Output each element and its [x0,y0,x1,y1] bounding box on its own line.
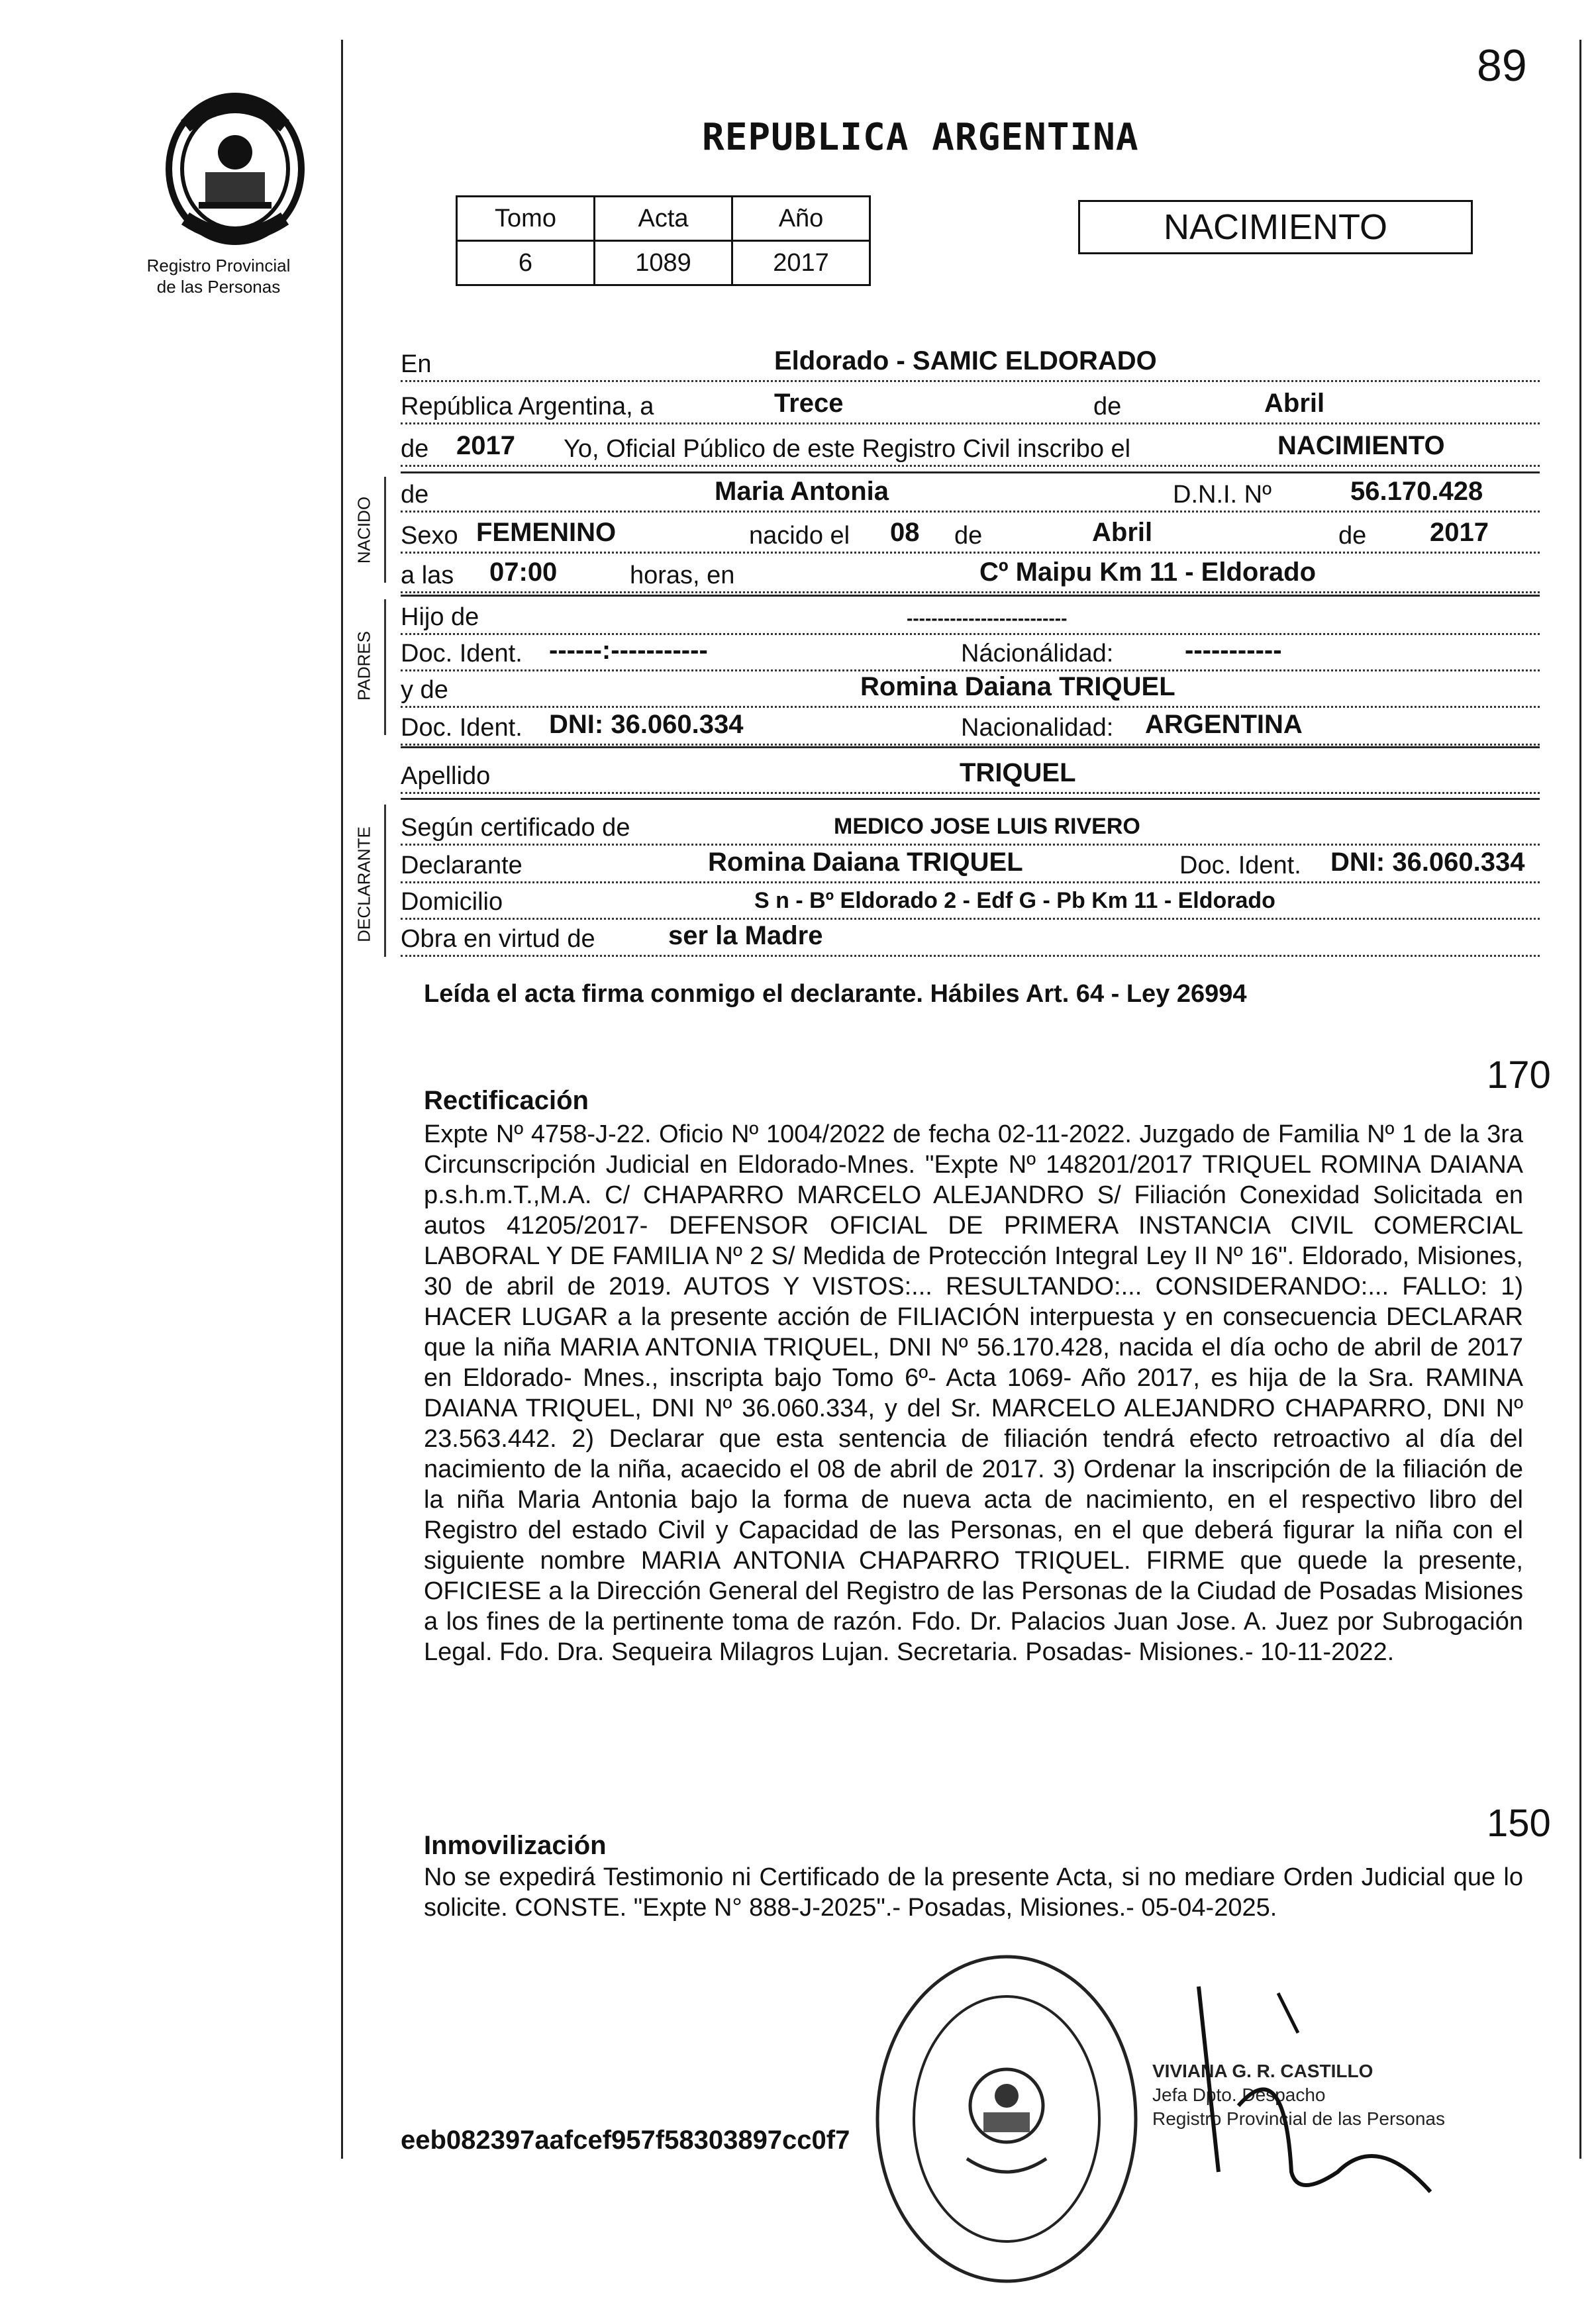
value-month: Abril [1262,389,1327,418]
header-ano: Año [732,197,870,241]
document-hash: eeb082397aafcef957f58303897cc0f7 [401,2126,850,2155]
value-nacionalidad-padre: ----------- [1182,636,1285,665]
value-domicilio: S n - Bº Eldorado 2 - Edf G - Pb Km 11 - Eldorado [752,888,1278,914]
label-certificado: Según certificado de [401,814,634,842]
row-sexo [401,515,1540,554]
label-nacionalidad-2: Nacionalidad: [957,714,1117,742]
value-hora: 07:00 [487,558,560,587]
rectificacion-text: Expte Nº 4758-J-22. Oficio Nº 1004/2022 de fecha 02-11-2022. Juzgado de Familia Nº 1 de la 3ra Circunscripción Judicial en Eldorado-Mnes. "Expte Nº 148201/2017 TRIQUEL ROMINA DAIANA p.s.h.m.T.,M.A. C/ CHAPARRO MARCELO ALEJANDRO S/ Filiación Conexidad Solicitada en autos 41205/2017- DEFENSOR OFICIAL DE PRIMERA INSTANCIA CIVIL COMERCIAL LABORAL Y DE FAMILIA Nº 2 S/ Medida de Protección Integral Ley II Nº 16". Eldorado, Misiones, 30 de abril de 2019. AUTOS Y VISTOS:... RESULTANDO:... CONSIDERANDO:... FALLO: 1) HACER LUGAR a la presente acción de FILIACIÓN interpuesta y en consecuencia DECLARAR que la niña MARIA ANTONIA TRIQUEL, DNI Nº 56.170.428, nacida el día ocho de abril de 2017 en Eldorado- Mnes., inscripta bajo Tomo 6º- Acta 1069- Año 2017, es hija de la Sra. RAMINA DAIANA TRIQUEL, DNI Nº 36.060.334, y del Sr. MARCELO ALEJANDRO CHAPARRO, DNI Nº 23.563.442. 2) Declarar que esta sentencia de filiación tendrá efecto retroactivo al día del nacimiento de la niña, acaecido el 08 de abril de 2017. 3) Ordenar la inscripción de la filiación de la niña Maria Antonia bajo la forma de nueva acta de nacimiento, en el respectivo libro del Registro del estado Civil y Capacidad de las Personas, en el que deberá figurar la niña con el siguiente nombre MARIA ANTONIA CHAPARRO TRIQUEL. FIRME que quede la presente, OFICIESE a la Dirección General del Registro de las Personas de la Ciudad de Posadas Misiones a los fines de la pertinente toma de razón. Fdo. Dr. Palacios Juan Jose. A. Juez por Subrogación Legal. Fdo. Dra. Sequeira Milagros Lujan. Secretaria. Posadas- Misiones.- 10-11-2022. [424,1120,1523,1666]
separator-3 [401,746,1540,748]
value-year: 2017 [454,431,518,461]
side-label-padres: PADRES [354,631,374,701]
label-de-2: de [401,435,432,464]
label-nacido: nacido el [745,522,854,550]
row-declarante [401,844,1540,883]
label-decl-doc: Doc. Ident. [1175,852,1305,880]
label-en: En [401,350,435,379]
label-yde: y de [401,676,452,705]
value-sexo: FEMENINO [474,518,619,548]
inmovilizacion-title: Inmovilización [424,1831,607,1860]
left-border-line [341,40,343,2159]
rectificacion-number: 170 [1487,1054,1551,1097]
row-year [401,428,1540,467]
value-decl-doc: DNI: 36.060.334 [1328,848,1528,877]
value-lugar-nacimiento: Cº Maipu Km 11 - Eldorado [977,558,1319,587]
header-acta: Acta [595,197,732,241]
value-nacido-month: Abril [1089,518,1155,548]
label-hijo: Hijo de [401,603,483,632]
table-value-row [457,241,870,285]
value-nacionalidad-madre: ARGENTINA [1142,710,1305,740]
value-lugar-inscripcion: Eldorado - SAMIC ELDORADO [772,346,1160,376]
sidebar-declarante [384,805,386,957]
value-inscribo: NACIMIENTO [1275,431,1448,461]
value-doc-padre: ------:----------- [546,636,711,665]
label-de-3: de [401,481,432,509]
signature-role: Jefa Dpto. Despacho [1152,2085,1326,2105]
logo-caption-line-1: Registro Provincial [146,256,291,275]
value-declarante: Romina Daiana TRIQUEL [705,848,1026,877]
separator-4 [401,798,1540,800]
label-doc-2: Doc. Ident. [401,714,526,742]
label-declarante: Declarante [401,852,526,880]
row-domicilio [401,881,1540,920]
header-tomo: Tomo [457,197,595,241]
label-doc-1: Doc. Ident. [401,640,526,668]
tomo-acta-ano-table [456,195,871,286]
side-label-nacido: NACIDO [354,496,374,564]
value-padre: -------------------------- [904,608,1070,629]
value-certificado: MEDICO JOSE LUIS RIVERO [831,814,1143,840]
row-name [401,473,1540,513]
right-border-line [1579,40,1581,2159]
label-apellido: Apellido [401,762,494,791]
row-certificado [401,807,1540,846]
row-apellido [401,755,1540,794]
page-title: REPUBLICA ARGENTINA [702,116,1139,159]
province-crest-icon [159,86,311,252]
inmovilizacion-text: No se expedirá Testimonio ni Certificado de la presente Acta, si no mediare Orden Judicial que lo solicite. CONSTE. "Expte N° 888-J-2025".- Posadas, Misiones.- 05-04-2025. [424,1863,1523,1922]
row-en [401,343,1540,382]
value-doc-madre: DNI: 36.060.334 [546,710,746,740]
row-madre [401,669,1540,708]
row-doc1 [401,632,1540,671]
label-horas-en: horas, en [626,562,738,590]
sidebar-nacido [384,477,386,583]
inmovilizacion-number: 150 [1487,1802,1551,1845]
sidebar-padres [384,599,386,735]
label-nacionalidad-1: Nácionálidad: [957,640,1117,668]
label-de-5: de [1334,522,1370,550]
label-oficial: Yo, Oficial Público de este Registro Civil inscribo el [560,435,1134,464]
logo-caption-line-2: de las Personas [156,277,281,297]
label-republica: República Argentina, a [401,393,658,421]
value-dni: 56.170.428 [1348,477,1485,507]
value-nombre: Maria Antonia [712,477,891,507]
rectificacion-title: Rectificación [424,1086,589,1115]
logo-caption [119,255,318,297]
value-nacido-day: 08 [887,518,923,548]
value-nacido-year: 2017 [1427,518,1491,548]
row-hora [401,554,1540,593]
signature-office: Registro Provincial de las Personas [1152,2108,1445,2129]
label-obra: Obra en virtud de [401,925,599,954]
label-de-4: de [950,522,986,550]
label-domicilio: Domicilio [401,888,507,916]
row-hijo [401,596,1540,635]
label-de-1: de [1089,393,1125,421]
value-tomo: 6 [457,241,595,285]
value-ano: 2017 [732,241,870,285]
value-acta: 1089 [595,241,732,285]
value-madre: Romina Daiana TRIQUEL [858,672,1178,702]
table-header-row [457,197,870,241]
value-obra: ser la Madre [666,921,825,951]
signature-scribble-icon [1179,1973,1457,2212]
row-doc2 [401,707,1540,746]
label-sexo: Sexo [401,522,462,550]
record-type-box: NACIMIENTO [1078,200,1473,254]
signature-name: VIVIANA G. R. CASTILLO [1152,2061,1373,2081]
label-dni: D.N.I. Nº [1169,481,1275,509]
official-seal-icon [868,1947,1146,2291]
side-label-declarante: DECLARANTE [354,826,374,942]
value-day: Trece [772,389,846,418]
row-republica [401,385,1540,424]
leida-text: Leída el acta firma conmigo el declarante. Hábiles Art. 64 - Ley 26994 [424,980,1247,1008]
label-alas: a las [401,562,458,590]
row-obra [401,918,1540,957]
value-apellido: TRIQUEL [957,758,1079,788]
page-number: 89 [1477,40,1527,91]
